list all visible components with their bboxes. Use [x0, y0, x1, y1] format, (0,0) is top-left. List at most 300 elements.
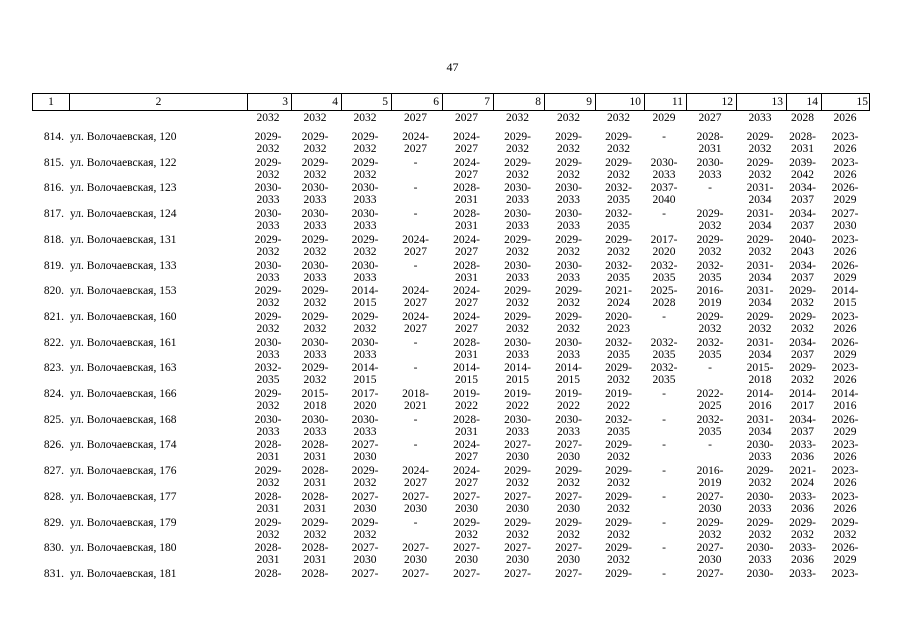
header-cell-8	[493, 94, 544, 110]
cell-value-end: 2029	[833, 194, 857, 207]
cell-value-end: 2016	[748, 400, 772, 412]
cell-value-end: 2024	[791, 477, 814, 490]
header-cell-6	[391, 94, 442, 110]
cell-value-start: 2029-	[789, 310, 816, 323]
cell-value-end: 2032	[791, 528, 814, 541]
cell-value: 2027	[404, 112, 427, 124]
cell-value-start: 2030-	[504, 413, 531, 426]
cell-value-end: 2032	[607, 477, 630, 490]
row-address: ул. Волочаевская, 133	[70, 259, 177, 272]
cell-value-start: 2017-	[351, 388, 379, 400]
cell-value-start: 2023-	[831, 439, 859, 452]
cell-value-start: -	[413, 208, 418, 221]
cell-value-start: 2029-	[254, 233, 282, 246]
cell-value-end: 2030	[455, 554, 478, 567]
cell-value-end: 2030	[698, 554, 722, 567]
cell-value-start: -	[662, 516, 666, 529]
cell-value-end: 2033	[557, 220, 580, 233]
cell-value-start: 2029-	[351, 310, 379, 323]
cell-value-end: 2031	[455, 220, 478, 233]
row-number: 818.	[43, 233, 64, 246]
cell-value-end: 2018	[303, 400, 327, 412]
cell-value-start: 2014-	[453, 362, 480, 375]
row-number: 820.	[43, 285, 64, 298]
cell-value-start: 2030-	[746, 567, 774, 580]
cell-value-start: 2030-	[650, 156, 678, 169]
cell-value-start: 2014-	[746, 388, 774, 400]
row-address: ул. Волочаевская, 123	[70, 182, 177, 195]
cell-value-start: 2033-	[789, 439, 816, 452]
cell-value-end: 2030	[353, 451, 377, 464]
cell-value-start: 2029-	[555, 310, 582, 323]
cell-value-start: 2029-	[254, 156, 282, 169]
cell-value-start: 2015-	[746, 362, 774, 375]
cell-value-end: 2032	[557, 143, 580, 155]
cell-value-end: 2030	[557, 502, 580, 515]
cell-value-end: 2031	[791, 143, 814, 155]
cell-value-start: 2034-	[789, 413, 816, 426]
cell-value-end: 2026	[833, 322, 857, 335]
header-label: 8	[535, 96, 541, 108]
cell-value-start: -	[662, 490, 666, 503]
cell-value-end: 2033	[353, 271, 377, 284]
cell-value-start: 2030-	[351, 259, 379, 272]
cell-value-start: 2028-	[696, 131, 724, 143]
cell-value-start: 2029-	[351, 131, 379, 143]
table-row	[0, 535, 905, 567]
cell-value-end: 2030	[833, 220, 857, 233]
cell-value-end: 2032	[303, 374, 327, 387]
cell-value-start: 2023-	[831, 567, 859, 580]
cell-value-start: 2027-	[402, 490, 429, 503]
cell-value-end: 2033	[303, 220, 327, 233]
cell-value-start: 2029-	[746, 233, 774, 246]
cell-value-end: 2031	[303, 554, 327, 567]
header-cell-9	[544, 94, 595, 110]
cell-value-end: 2027	[455, 477, 478, 490]
cell-value-start: 2023-	[831, 362, 859, 375]
cell-value-end: 2030	[506, 554, 529, 567]
cell-value-start: -	[413, 259, 418, 272]
cell-value-start: 2027-	[504, 542, 531, 555]
table-row	[0, 561, 905, 587]
cell-value-start: -	[413, 336, 418, 349]
cell-value-start: 2032-	[696, 336, 724, 349]
cell-value-end: 2032	[506, 297, 529, 310]
cell-value-start: 2033-	[789, 490, 816, 503]
cell-value-end: 2037	[791, 194, 814, 207]
row-address: ул. Волочаевская, 168	[70, 413, 177, 426]
cell-value-end: 2030	[698, 502, 722, 515]
header-label: 3	[282, 96, 288, 108]
cell-value-start: 2029-	[301, 362, 329, 375]
cell-value-start: 2026-	[831, 413, 859, 426]
cell-value-end: 2030	[353, 502, 377, 515]
cell-value-end: 2033	[303, 271, 327, 284]
cell-value-end: 2032	[748, 143, 772, 155]
cell-value-start: 2029-	[301, 131, 329, 143]
cell-value-start: 2032-	[605, 208, 632, 221]
cell-value-start: 2026-	[831, 542, 859, 555]
cell-value-start: 2032-	[605, 182, 632, 195]
cell-value-end: 2025	[698, 400, 722, 412]
cell-value-end: 2027	[455, 245, 478, 258]
table-row	[0, 381, 905, 412]
cell-value-start: -	[662, 310, 666, 323]
cell-value-end: 2032	[748, 168, 772, 181]
cell-value-start: -	[662, 388, 666, 400]
cell-value-start: 2029-	[351, 516, 379, 529]
table-row	[0, 227, 905, 258]
header-cell-1	[33, 94, 69, 110]
cell-value-start: 2029-	[351, 465, 379, 478]
table-row	[0, 175, 905, 207]
cell-value-end: 2033	[303, 425, 327, 438]
row-number: 824.	[43, 388, 64, 400]
header-cell-3	[247, 94, 291, 110]
header-label: 13	[771, 96, 783, 108]
cell-value-end: 2036	[791, 554, 814, 567]
cell-value-end: 2032	[353, 477, 377, 490]
cell-value-end: 2029	[833, 348, 857, 361]
cell-value-start: 2030-	[746, 439, 774, 452]
cell-value-end: 2032	[557, 297, 580, 310]
cell-value-end: 2026	[833, 168, 857, 181]
cell-value-end: 2034	[748, 297, 772, 310]
cell-value-start: 2029-	[301, 310, 329, 323]
header-cell-10	[595, 94, 644, 110]
cell-value: 2026	[833, 112, 857, 124]
cell-value-start: 2028-	[789, 131, 816, 143]
cell-value-start: 2039-	[789, 156, 816, 169]
cell-value-end: 2021	[404, 400, 427, 412]
cell-value-end: 2033	[256, 194, 280, 207]
cell-value-start: 2029-	[504, 285, 531, 298]
cell-value-end: 2022	[455, 400, 478, 412]
cell-value-start: 2029-	[605, 567, 632, 580]
cell-value-start: 2030-	[504, 336, 531, 349]
cell-value-start: 2028-	[453, 208, 480, 221]
cell-value-start: 2028-	[254, 439, 282, 452]
cell-value-end: 2030	[506, 502, 529, 515]
cell-value-end: 2032	[256, 245, 280, 258]
cell-value-start: 2028-	[301, 490, 329, 503]
cell-value-start: 2034-	[789, 208, 816, 221]
cell-value-end: 2015	[557, 374, 580, 387]
cell-value-start: 2032-	[696, 259, 724, 272]
cell-value-end: 2032	[353, 143, 377, 155]
cell-value-start: 2028-	[254, 567, 282, 580]
cell-value-start: 2019-	[453, 388, 480, 400]
header-label: 10	[629, 96, 641, 108]
cell-value-end: 2031	[303, 451, 327, 464]
cell-value-start: 2029-	[605, 439, 632, 452]
cell-value-end: 2032	[698, 528, 722, 541]
cell-value: 2028	[791, 112, 814, 124]
cell-value-start: 2030-	[301, 413, 329, 426]
cell-value-start: 2027-	[453, 567, 480, 580]
cell-value-end: 2032	[557, 245, 580, 258]
row-address: ул. Волочаевская, 153	[70, 285, 177, 298]
cell-value-end: 2032	[353, 245, 377, 258]
cell-value-end: 2032	[256, 477, 280, 490]
cell-value: 2032	[353, 112, 377, 124]
cell-value-end: 2032	[353, 322, 377, 335]
cell-value-end: 2037	[791, 271, 814, 284]
cell-value-start: -	[662, 542, 666, 555]
cell-value-start: 2027-	[555, 490, 582, 503]
cell-value-start: 2029-	[696, 233, 724, 246]
cell-value-end: 2032	[698, 245, 722, 258]
cell-value-start: 2024-	[453, 439, 480, 452]
cell-value-end: 2026	[833, 245, 857, 258]
cell-value-start: 2029-	[555, 156, 582, 169]
cell-value-start: 2024-	[453, 233, 480, 246]
cell-value-end: 2032	[607, 502, 630, 515]
cell-value-start: 2029-	[746, 156, 774, 169]
row-number: 821.	[43, 310, 64, 323]
row-number: 826.	[43, 439, 64, 452]
cell-value-end: 2032	[607, 245, 630, 258]
cell-value-end: 2032	[506, 477, 529, 490]
cell-value-start: 2029-	[605, 465, 632, 478]
cell-value-start: 2024-	[402, 285, 429, 298]
cell-value-end: 2020	[353, 400, 377, 412]
cell-value-end: 2037	[791, 425, 814, 438]
cell-value-start: 2029-	[555, 285, 582, 298]
cell-value-end: 2019	[698, 477, 722, 490]
row-address: ул. Волочаевская, 122	[70, 156, 177, 169]
row-address: ул. Волочаевская, 161	[70, 336, 177, 349]
table-row	[0, 201, 905, 233]
cell-value-start: 2028-	[453, 413, 480, 426]
cell-value-start: 2028-	[301, 465, 329, 478]
cell-value-start: 2027-	[696, 542, 724, 555]
cell-value-start: 2023-	[831, 310, 859, 323]
cell-value-end: 2033	[506, 348, 529, 361]
row-address: ул. Волочаевская, 181	[70, 567, 177, 580]
cell-value-start: 2024-	[453, 310, 480, 323]
row-number: 827.	[43, 465, 64, 478]
cell-value-end: 2031	[256, 451, 280, 464]
cell-value-end: 2032	[303, 143, 327, 155]
cell-value-start: 2027-	[831, 208, 859, 221]
cell-value-start: 2029-	[351, 233, 379, 246]
cell-value-end: 2033	[256, 220, 280, 233]
cell-value-end: 2035	[607, 194, 630, 207]
row-number: 831.	[43, 567, 64, 580]
cell-value-end: 2015	[833, 297, 857, 310]
cell-value-end: 2035	[652, 348, 676, 361]
header-label: 7	[484, 96, 490, 108]
cell-value-start: 2024-	[402, 465, 429, 478]
cell-value-end: 2033	[353, 194, 377, 207]
cell-value-end: 2022	[557, 400, 580, 412]
header-cell-12	[686, 94, 736, 110]
table-header-row	[32, 93, 870, 111]
cell-value-end: 2032	[607, 374, 630, 387]
cell-value-start: 2029-	[746, 465, 774, 478]
cell-value-start: 2030-	[555, 182, 582, 195]
cell-value-start: 2032-	[605, 336, 632, 349]
cell-value-end: 2035	[698, 271, 722, 284]
cell-value-end: 2032	[256, 143, 280, 155]
header-cell-2	[69, 94, 247, 110]
cell-value-end: 2032	[353, 528, 377, 541]
cell-value-start: 2032-	[650, 362, 678, 375]
cell-value-end: 2032	[791, 374, 814, 387]
cell-value-start: 2028-	[254, 490, 282, 503]
cell-value-start: 2027-	[696, 490, 724, 503]
cell-value-end: 2031	[303, 477, 327, 490]
cell-value-start: 2014-	[351, 285, 379, 298]
cell-value-start: 2026-	[831, 182, 859, 195]
table-row	[0, 458, 905, 490]
cell-value: 2032	[303, 112, 327, 124]
row-address: ул. Волочаевская, 124	[70, 208, 177, 221]
cell-value-end: 2032	[256, 400, 280, 412]
cell-value-start: 2029-	[254, 465, 282, 478]
row-number: 817.	[43, 208, 64, 221]
cell-value-end: 2034	[748, 220, 772, 233]
cell-value: 2029	[652, 112, 676, 124]
cell-value-start: 2031-	[746, 336, 774, 349]
cell-value-start: 2027-	[453, 490, 480, 503]
cell-value-start: 2030-	[555, 208, 582, 221]
cell-value-start: 2029-	[504, 310, 531, 323]
cell-value-end: 2032	[557, 477, 580, 490]
cell-value-end: 2031	[455, 271, 478, 284]
cell-value-end: 2032	[791, 297, 814, 310]
cell-value-start: 2029-	[789, 516, 816, 529]
cell-value-start: 2029-	[453, 516, 480, 529]
cell-value-start: 2029-	[555, 233, 582, 246]
cell-value-start: 2027-	[555, 439, 582, 452]
cell-value-start: 2027-	[504, 439, 531, 452]
cell-value-start: 2026-	[831, 259, 859, 272]
cell-value-start: 2031-	[746, 208, 774, 221]
cell-value-end: 2037	[791, 348, 814, 361]
cell-value-end: 2035	[607, 348, 630, 361]
cell-value-start: 2029-	[504, 131, 531, 143]
cell-value-start: 2028-	[301, 439, 329, 452]
cell-value-start: 2030-	[301, 259, 329, 272]
cell-value-end: 2033	[557, 425, 580, 438]
row-address: ул. Волочаевская, 174	[70, 439, 177, 452]
cell-value-start: 2033-	[789, 567, 816, 580]
header-cell-5	[341, 94, 391, 110]
cell-value-start: 2029-	[301, 233, 329, 246]
cell-value-start: 2030-	[746, 490, 774, 503]
cell-value-end: 2032	[303, 322, 327, 335]
cell-value-start: 2030-	[301, 182, 329, 195]
cell-value-start: 2027-	[504, 490, 531, 503]
cell-value-end: 2033	[303, 348, 327, 361]
cell-value-end: 2029	[833, 271, 857, 284]
row-number: 829.	[43, 516, 64, 529]
cell-value-start: 2029-	[301, 285, 329, 298]
cell-value-end: 2035	[652, 271, 676, 284]
cell-value-start: 2034-	[789, 259, 816, 272]
cell-value-end: 2032	[256, 168, 280, 181]
cell-value-start: 2029-	[696, 208, 724, 221]
cell-value-end: 2033	[353, 425, 377, 438]
cell-value-start: 2026-	[831, 336, 859, 349]
cell-value-start: 2032-	[605, 259, 632, 272]
cell-value-end: 2033	[698, 168, 722, 181]
row-address: ул. Волочаевская, 166	[70, 388, 177, 400]
cell-value-start: 2027-	[351, 567, 379, 580]
cell-value-end: 2036	[791, 502, 814, 515]
cell-value-end: 2033	[557, 348, 580, 361]
cell-value-start: 2029-	[746, 131, 774, 143]
cell-value-end: 2035	[652, 374, 676, 387]
cell-value-end: 2030	[506, 451, 529, 464]
cell-value-end: 2027	[455, 143, 478, 155]
header-label: 1	[48, 96, 54, 108]
cell-value-start: 2024-	[453, 131, 480, 143]
cell-value: 2032	[607, 112, 630, 124]
cell-value-end: 2032	[607, 554, 630, 567]
cell-value-start: 2029-	[605, 490, 632, 503]
cell-value-start: 2022-	[696, 388, 724, 400]
cell-value-end: 2015	[353, 374, 377, 387]
table-row	[0, 510, 905, 541]
cell-value-start: 2029-	[605, 233, 632, 246]
page-number: 47	[446, 60, 459, 74]
cell-value-end: 2043	[791, 245, 814, 258]
cell-value-end: 2032	[256, 297, 280, 310]
cell-value-end: 2032	[256, 528, 280, 541]
cell-value-end: 2026	[833, 451, 857, 464]
cell-value-start: 2024-	[453, 156, 480, 169]
cell-value-end: 2035	[256, 374, 280, 387]
cell-value-end: 2032	[506, 168, 529, 181]
cell-value-end: 2032	[607, 451, 630, 464]
cell-value-start: 2014-	[555, 362, 582, 375]
cell-value-start: 2040-	[789, 233, 816, 246]
cell-value-end: 2032	[506, 245, 529, 258]
cell-value-start: 2029-	[254, 131, 282, 143]
header-label: 14	[806, 96, 818, 108]
cell-value-start: 2028-	[301, 542, 329, 555]
header-label: 2	[155, 96, 162, 108]
row-address: ул. Волочаевская, 180	[70, 542, 177, 555]
table-row	[0, 278, 905, 310]
cell-value-end: 2027	[404, 322, 427, 335]
cell-value-end: 2031	[698, 143, 722, 155]
table-row	[0, 355, 905, 387]
cell-value-end: 2032	[303, 528, 327, 541]
cell-value-start: 2029-	[254, 388, 282, 400]
cell-value-end: 2030	[557, 554, 580, 567]
cell-value-start: 2029-	[605, 516, 632, 529]
cell-value-end: 2032	[833, 528, 857, 541]
cell-value-start: 2029-	[555, 131, 582, 143]
cell-value: 2033	[748, 112, 772, 124]
cell-value-start: 2027-	[504, 567, 531, 580]
cell-value-start: 2025-	[650, 285, 678, 298]
cell-value-start: 2029-	[504, 233, 531, 246]
cell-value-start: 2021-	[605, 285, 632, 298]
cell-value-start: 2023-	[831, 490, 859, 503]
cell-value-start: 2016-	[696, 285, 724, 298]
cell-value-end: 2026	[833, 143, 857, 155]
cell-value-end: 2017	[791, 400, 814, 412]
cell-value-end: 2032	[748, 245, 772, 258]
cell-value-end: 2020	[652, 245, 676, 258]
cell-value-start: 2030-	[504, 259, 531, 272]
